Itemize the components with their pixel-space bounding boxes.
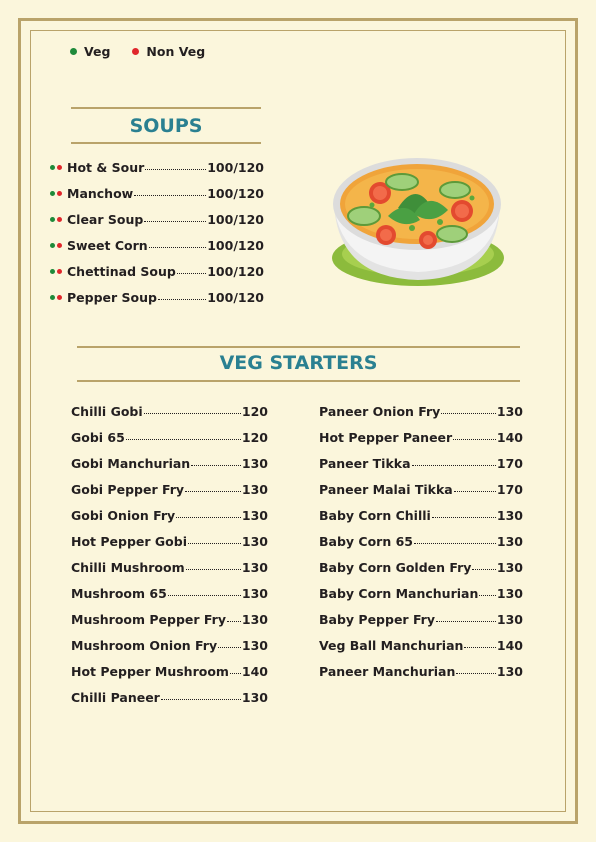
menu-item-price: 130 [496, 508, 523, 523]
non-veg-dot-icon [57, 165, 62, 170]
menu-item-price: 130 [496, 612, 523, 627]
menu-item [319, 560, 523, 586]
menu-item [319, 430, 523, 456]
menu-item-price: 170 [496, 482, 523, 497]
menu-item-price: 100/120 [207, 238, 264, 253]
non-veg-dot-icon [57, 191, 62, 196]
dotted-leader [436, 621, 496, 622]
menu-item [71, 482, 268, 508]
non-veg-dot-icon [57, 269, 62, 274]
dotted-leader [161, 699, 241, 700]
menu-item-name: Paneer Malai Tikka [319, 482, 453, 497]
dotted-leader [186, 569, 241, 570]
menu-item-price: 100/120 [207, 212, 264, 227]
menu-item-price: 120 [241, 430, 268, 445]
legend-non-veg-label: Non Veg [146, 44, 206, 59]
legend-veg [70, 44, 110, 59]
menu-item-price: 130 [496, 586, 523, 601]
non-veg-dot-icon [132, 48, 139, 55]
menu-item [319, 638, 523, 664]
menu-item-price: 130 [241, 456, 268, 471]
dotted-leader [144, 221, 206, 222]
menu-item-name: Chilli Mushroom [71, 560, 185, 575]
menu-item-price: 170 [496, 456, 523, 471]
soups-rule-bottom [71, 142, 261, 144]
menu-item [319, 508, 523, 534]
veg-nonveg-dots-icon [50, 219, 64, 224]
menu-item-price: 140 [241, 664, 268, 679]
dotted-leader [144, 413, 241, 414]
menu-item [71, 430, 268, 456]
menu-item-name: Chettinad Soup [67, 264, 176, 279]
dotted-leader [479, 595, 496, 596]
menu-item [71, 456, 268, 482]
menu-item-price: 130 [241, 586, 268, 601]
menu-item-name: Gobi Pepper Fry [71, 482, 185, 497]
dotted-leader [441, 413, 496, 414]
starters-rule-bottom [77, 380, 520, 382]
menu-item [319, 404, 523, 430]
menu-item [71, 508, 268, 534]
menu-item [71, 586, 268, 612]
veg-nonveg-dots-icon [50, 297, 64, 302]
veg-dot-icon [50, 165, 55, 170]
dotted-leader [126, 439, 241, 440]
veg-nonveg-dots-icon [50, 271, 64, 276]
menu-item-name: Gobi 65 [71, 430, 125, 445]
menu-item-price: 140 [496, 430, 523, 445]
legend [70, 44, 227, 59]
non-veg-dot-icon [57, 295, 62, 300]
menu-item-name: Baby Corn Manchurian [319, 586, 479, 601]
menu-item-name: Mushroom Onion Fry [71, 638, 218, 653]
menu-item-name: Chilli Gobi [71, 404, 143, 419]
dotted-leader [168, 595, 241, 596]
veg-dot-icon [50, 295, 55, 300]
menu-item-name: Baby Pepper Fry [319, 612, 435, 627]
veg-dot-icon [50, 269, 55, 274]
dotted-leader [185, 491, 241, 492]
menu-item-price: 120 [241, 404, 268, 419]
dotted-leader [414, 543, 496, 544]
menu-item [319, 456, 523, 482]
menu-item-price: 100/120 [207, 186, 264, 201]
menu-item [71, 560, 268, 586]
soups-heading: SOUPS [129, 115, 203, 137]
menu-item-name: Paneer Manchurian [319, 664, 456, 679]
soups-list [50, 160, 264, 316]
non-veg-dot-icon [57, 243, 62, 248]
soups-rule-top [71, 107, 261, 109]
starters-rule-top [77, 346, 520, 348]
menu-item [319, 482, 523, 508]
menu-item [71, 612, 268, 638]
dotted-leader [464, 647, 495, 648]
menu-item-price: 130 [241, 560, 268, 575]
menu-item [50, 160, 264, 186]
dotted-leader [432, 517, 496, 518]
menu-item-price: 130 [496, 664, 523, 679]
menu-item-name: Baby Corn Golden Fry [319, 560, 472, 575]
menu-item-price: 130 [496, 534, 523, 549]
menu-item-name: Mushroom Pepper Fry [71, 612, 226, 627]
veg-nonveg-dots-icon [50, 245, 64, 250]
menu-item [71, 638, 268, 664]
veg-nonveg-dots-icon [50, 193, 64, 198]
dotted-leader [177, 273, 206, 274]
dotted-leader [227, 621, 241, 622]
menu-item-price: 130 [241, 482, 268, 497]
menu-item-name: Hot Pepper Gobi [71, 534, 187, 549]
menu-item-name: Paneer Onion Fry [319, 404, 441, 419]
veg-nonveg-dots-icon [50, 167, 64, 172]
dotted-leader [456, 673, 496, 674]
menu-item [71, 690, 268, 716]
dotted-leader [176, 517, 241, 518]
veg-dot-icon [50, 217, 55, 222]
menu-item-price: 130 [241, 638, 268, 653]
menu-item-price: 130 [241, 534, 268, 549]
menu-item-name: Hot Pepper Mushroom [71, 664, 229, 679]
menu-item [71, 534, 268, 560]
menu-item [50, 264, 264, 290]
menu-item-price: 130 [241, 612, 268, 627]
dotted-leader [453, 439, 496, 440]
menu-item-name: Veg Ball Manchurian [319, 638, 464, 653]
menu-item-name: Paneer Tikka [319, 456, 411, 471]
dotted-leader [149, 247, 207, 248]
dotted-leader [230, 673, 241, 674]
menu-item [319, 534, 523, 560]
dotted-leader [188, 543, 241, 544]
dotted-leader [472, 569, 495, 570]
menu-item-name: Sweet Corn [67, 238, 148, 253]
menu-item [50, 212, 264, 238]
menu-item [71, 404, 268, 430]
menu-item [50, 238, 264, 264]
veg-starters-left-list [71, 404, 268, 716]
dotted-leader [191, 465, 241, 466]
menu-item-name: Manchow [67, 186, 134, 201]
dotted-leader [454, 491, 496, 492]
menu-item-name: Baby Corn 65 [319, 534, 413, 549]
menu-item-name: Mushroom 65 [71, 586, 167, 601]
menu-item-price: 100/120 [207, 264, 264, 279]
dotted-leader [218, 647, 241, 648]
menu-item-name: Baby Corn Chilli [319, 508, 431, 523]
menu-item-name: Hot Pepper Paneer [319, 430, 453, 445]
dotted-leader [158, 299, 206, 300]
menu-item-price: 100/120 [207, 290, 264, 305]
menu-item-name: Chilli Paneer [71, 690, 160, 705]
non-veg-dot-icon [57, 217, 62, 222]
menu-item-name: Clear Soup [67, 212, 144, 227]
menu-item [319, 664, 523, 690]
legend-veg-label: Veg [84, 44, 111, 59]
menu-item-name: Hot & Sour [67, 160, 145, 175]
dotted-leader [145, 169, 206, 170]
dotted-leader [134, 195, 206, 196]
menu-item-price: 130 [496, 560, 523, 575]
menu-item-price: 140 [496, 638, 523, 653]
soup-bowl-image [328, 150, 506, 290]
menu-item [50, 186, 264, 212]
menu-item-name: Pepper Soup [67, 290, 157, 305]
veg-starters-right-list [319, 404, 523, 690]
menu-item-price: 130 [241, 508, 268, 523]
menu-item [71, 664, 268, 690]
veg-dot-icon [50, 191, 55, 196]
veg-dot-icon [70, 48, 77, 55]
menu-item-price: 130 [241, 690, 268, 705]
menu-item-name: Gobi Manchurian [71, 456, 191, 471]
menu-item [319, 612, 523, 638]
menu-item-price: 100/120 [207, 160, 264, 175]
veg-dot-icon [50, 243, 55, 248]
menu-item [319, 586, 523, 612]
menu-item-name: Gobi Onion Fry [71, 508, 176, 523]
menu-item [50, 290, 264, 316]
veg-starters-heading: VEG STARTERS [219, 352, 378, 374]
menu-item-price: 130 [496, 404, 523, 419]
dotted-leader [412, 465, 496, 466]
legend-non-veg [132, 44, 205, 59]
